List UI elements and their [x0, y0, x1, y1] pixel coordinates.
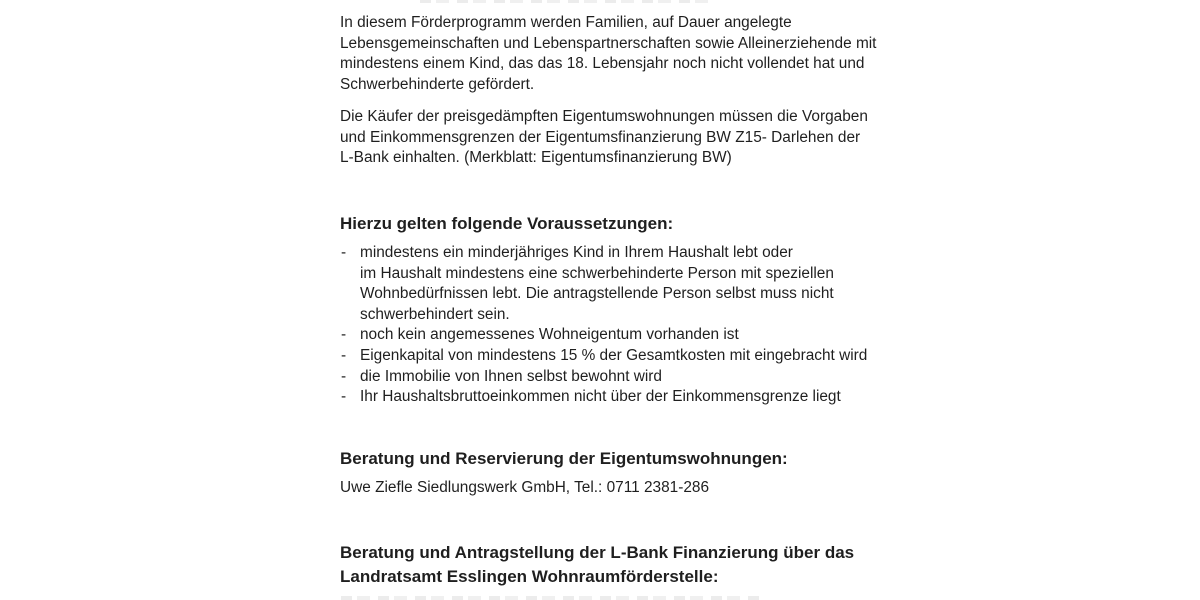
list-item-text: im Haushalt mindestens eine schwerbehinderte Person mit speziellen: [360, 264, 834, 282]
requirements-list: [340, 243, 900, 408]
requirements-heading: Hierzu gelten folgende Voraussetzungen:: [340, 214, 674, 233]
list-item-text: Eigenkapital von mindestens 15 % der Gesamtkosten mit eingebracht wird: [360, 346, 868, 364]
list-item-line: [340, 284, 900, 305]
paragraph-line: In diesem Förderprogramm werden Familien, auf Dauer angelegte: [340, 14, 792, 31]
list-item-text: Wohnbedürfnissen lebt. Die antragstellende Person selbst muss nicht: [360, 285, 834, 303]
paragraph-line: Die Käufer der preisgedämpften Eigentumswohnungen müssen die Vorgaben: [340, 108, 868, 125]
contact-line: Uwe Ziefle Siedlungswerk GmbH, Tel.: 0711 2381-286: [340, 479, 709, 496]
list-item-line: [340, 346, 900, 367]
paragraph-line: L-Bank einhalten. (Merkblatt: Eigentumsfinanzierung BW): [340, 149, 732, 167]
bullet-dash: -: [341, 367, 347, 385]
clipped-text-fragment-bottom: [341, 596, 761, 600]
paragraph-line: Schwerbehinderte gefördert.: [340, 75, 535, 93]
paragraph-line: mindestens einem Kind, das das 18. Lebensjahr noch nicht vollendet hat und: [340, 55, 865, 73]
list-item-line: [340, 305, 900, 326]
application-heading: [340, 541, 900, 588]
bullet-dash: -: [341, 388, 347, 406]
list-item-text: Ihr Haushaltsbruttoeinkommen nicht über der Einkommensgrenze liegt: [360, 388, 841, 406]
intro-paragraph: [340, 13, 900, 95]
list-item-line: [340, 387, 900, 408]
paragraph-line: Lebensgemeinschaften und Lebenspartnerschaften sowie Alleinerziehende mit: [340, 34, 877, 52]
bullet-dash: -: [341, 244, 347, 261]
reservation-contact: [340, 478, 900, 499]
heading-line: Beratung und Antragstellung der L-Bank Finanzierung über das: [340, 543, 855, 562]
bullet-dash: -: [341, 346, 347, 364]
list-item-text: noch kein angemessenes Wohneigentum vorhanden ist: [360, 326, 739, 344]
reservation-heading: Beratung und Reservierung der Eigentumswohnungen:: [340, 449, 788, 468]
buyers-paragraph: [340, 107, 900, 169]
clipped-text-fragment-top: [420, 0, 715, 3]
list-item-line: [340, 243, 900, 264]
list-item-text: schwerbehindert sein.: [360, 305, 510, 323]
heading-line: Landratsamt Esslingen Wohnraumförderstelle:: [340, 566, 719, 586]
bullet-dash: -: [341, 326, 347, 344]
list-item-text: mindestens ein minderjähriges Kind in Ihrem Haushalt lebt oder: [360, 244, 793, 261]
list-item-text: die Immobilie von Ihnen selbst bewohnt wird: [360, 367, 662, 385]
list-item-line: [340, 325, 900, 346]
list-item-line: [340, 367, 900, 388]
list-item-line: [340, 264, 900, 285]
paragraph-line: und Einkommensgrenzen der Eigentumsfinanzierung BW Z15- Darlehen der: [340, 128, 861, 146]
